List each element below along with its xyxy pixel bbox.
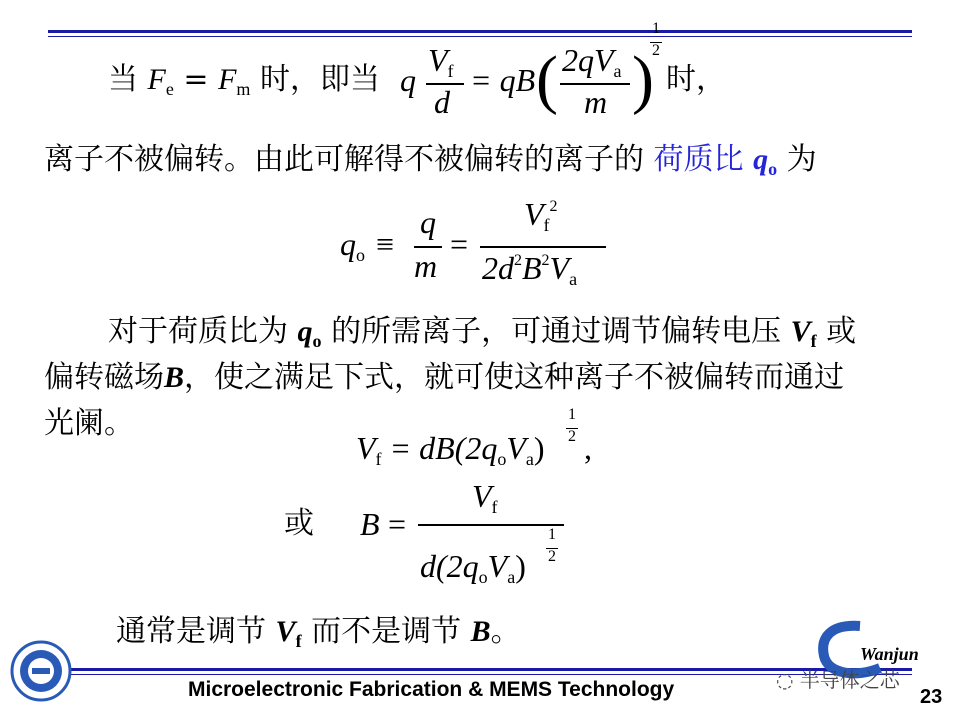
wechat-watermark: ◌ 半导体之芯 bbox=[776, 668, 900, 692]
frac-num: $V_f$ bbox=[428, 42, 454, 81]
b-equation: B = $V_f$ $d(2q_oV_a)$ 1 2 bbox=[360, 476, 580, 586]
footer-title: Microelectronic Fabrication & MEMS Technology bbox=[188, 678, 675, 701]
or-label: 或 bbox=[284, 506, 314, 541]
para-line2: 偏转磁场B，使之满足下式，就可使这种离子不被偏转而通过 bbox=[44, 360, 845, 395]
top-rule bbox=[48, 30, 912, 33]
page-number: 23 bbox=[920, 686, 943, 708]
para-line3: 光阑。 bbox=[44, 406, 134, 441]
top-rule-thin bbox=[48, 36, 912, 37]
wechat-icon: ◌ bbox=[776, 668, 794, 692]
vf-equation: $V_f = dB(2q_oV_a)$ 1 2 , bbox=[356, 406, 592, 469]
line1-end: 时， bbox=[666, 62, 726, 97]
inline-equation: q $V_f$ d = qB ( $2qV_a$ m ) 1 2 bbox=[400, 20, 660, 120]
line1-text: 当 $F_e = F_m$ 时，即当 bbox=[108, 62, 380, 99]
line2-text: 离子不被偏转。由此可解得不被偏转的离子的 荷质比 $q_o$ 为 bbox=[44, 142, 817, 179]
para-line1: 对于荷质比为 $q_o$ 的所需离子，可通过调节偏转电压 $V_f$ 或 bbox=[108, 314, 857, 351]
last-line: 通常是调节 $V_f$ 而不是调节 B。 bbox=[116, 614, 521, 651]
brand-text: Wanjun bbox=[860, 644, 919, 664]
charge-mass-equation: $q_o$ ≡ q m = $V_f^2$ $2d^2B^2V_a$ bbox=[340, 200, 620, 296]
university-seal-icon bbox=[10, 640, 72, 702]
